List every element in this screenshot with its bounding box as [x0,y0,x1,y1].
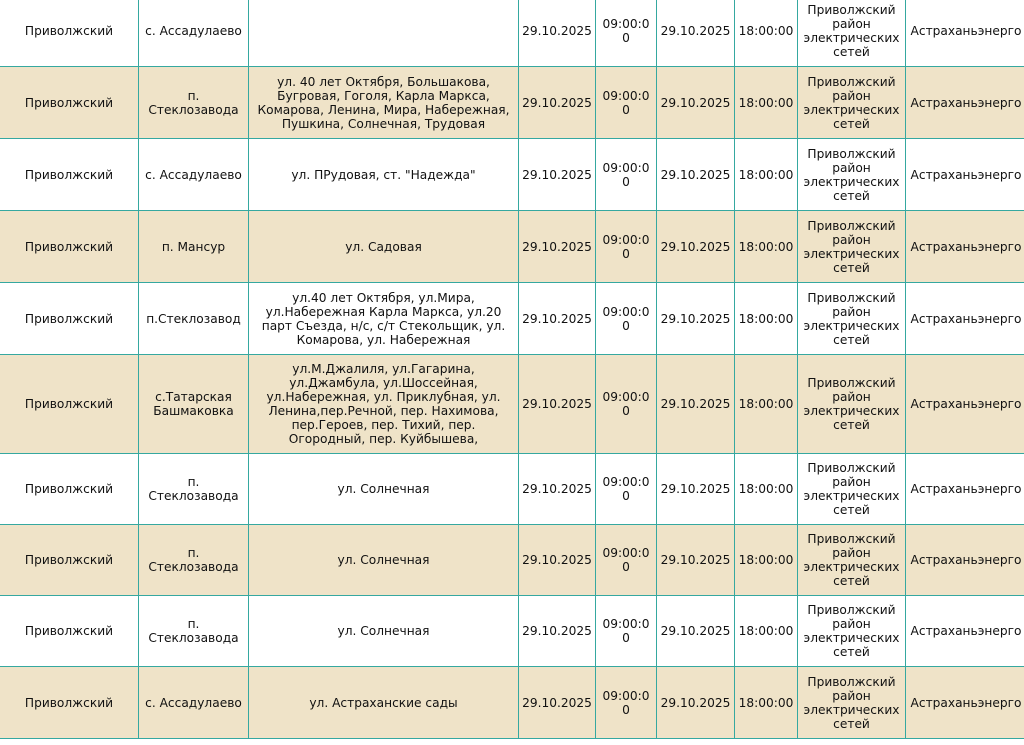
streets-cell: ул. Астраханские сады [249,667,519,739]
res-cell: Приволжский район электрических сетей [798,355,906,454]
start-date-cell: 29.10.2025 [519,139,596,211]
streets-cell: ул.40 лет Октября, ул.Мира, ул.Набережная Карла Маркса, ул.20 парт Съезда, н/с, с/т Стекольщик, ул. Комарова, ул. Набережная [249,283,519,355]
res-cell: Приволжский район электрических сетей [798,67,906,139]
organization-cell: Астраханьэнерго [906,139,1024,211]
start-time-cell: 09:00:00 [596,525,657,596]
organization-cell: Астраханьэнерго [906,454,1024,525]
start-time-cell: 09:00:00 [596,596,657,667]
table-row [0,454,1024,525]
end-time-cell: 18:00:00 [735,596,798,667]
end-time-cell: 18:00:00 [735,355,798,454]
end-time-cell: 18:00:00 [735,525,798,596]
streets-cell: ул. Садовая [249,211,519,283]
streets-cell: ул. 40 лет Октября, Большакова, Бугровая, Гоголя, Карла Маркса, Комарова, Ленина, Мира, Набережная, Пушкина, Солнечная, Трудовая [249,67,519,139]
settlement-cell: с. Ассадулаево [139,139,249,211]
table-row [0,667,1024,739]
end-time-cell: 18:00:00 [735,283,798,355]
start-date-cell: 29.10.2025 [519,525,596,596]
end-date-cell: 29.10.2025 [657,454,735,525]
streets-cell: ул. Солнечная [249,525,519,596]
settlement-cell: п.Стеклозавод [139,283,249,355]
end-time-cell: 18:00:00 [735,667,798,739]
settlement-cell: п. Стеклозавода [139,67,249,139]
end-time-cell: 18:00:00 [735,0,798,67]
table-row [0,283,1024,355]
organization-cell: Астраханьэнерго [906,525,1024,596]
organization-cell: Астраханьэнерго [906,283,1024,355]
end-time-cell: 18:00:00 [735,139,798,211]
res-cell: Приволжский район электрических сетей [798,454,906,525]
end-date-cell: 29.10.2025 [657,525,735,596]
end-date-cell: 29.10.2025 [657,0,735,67]
organization-cell: Астраханьэнерго [906,67,1024,139]
settlement-cell: п. Стеклозавода [139,454,249,525]
organization-cell: Астраханьэнерго [906,355,1024,454]
district-cell: Приволжский [0,211,139,283]
table-row [0,211,1024,283]
start-time-cell: 09:00:00 [596,454,657,525]
district-cell: Приволжский [0,667,139,739]
start-date-cell: 29.10.2025 [519,67,596,139]
streets-cell: ул.М.Джалиля, ул.Гагарина, ул.Джамбула, ул.Шоссейная, ул.Набережная, ул. Приклубная, ул. Ленина,пер.Речной, пер. Нахимова, пер.Героев, пер. Тихий, пер. Огородный, пер. Куйбышева, [249,355,519,454]
start-time-cell: 09:00:00 [596,0,657,67]
table-row [0,0,1024,67]
end-date-cell: 29.10.2025 [657,667,735,739]
table-row [0,596,1024,667]
organization-cell: Астраханьэнерго [906,0,1024,67]
res-cell: Приволжский район электрических сетей [798,525,906,596]
streets-cell: ул. ПРудовая, ст. "Надежда" [249,139,519,211]
res-cell: Приволжский район электрических сетей [798,596,906,667]
district-cell: Приволжский [0,525,139,596]
end-time-cell: 18:00:00 [735,67,798,139]
res-cell: Приволжский район электрических сетей [798,283,906,355]
end-date-cell: 29.10.2025 [657,67,735,139]
end-date-cell: 29.10.2025 [657,139,735,211]
organization-cell: Астраханьэнерго [906,211,1024,283]
settlement-cell: п. Стеклозавода [139,596,249,667]
start-time-cell: 09:00:00 [596,211,657,283]
settlement-cell: с.Татарская Башмаковка [139,355,249,454]
res-cell: Приволжский район электрических сетей [798,0,906,67]
district-cell: Приволжский [0,454,139,525]
organization-cell: Астраханьэнерго [906,667,1024,739]
district-cell: Приволжский [0,596,139,667]
organization-cell: Астраханьэнерго [906,596,1024,667]
start-time-cell: 09:00:00 [596,283,657,355]
end-time-cell: 18:00:00 [735,211,798,283]
streets-cell: ул. Солнечная [249,454,519,525]
end-date-cell: 29.10.2025 [657,355,735,454]
end-date-cell: 29.10.2025 [657,596,735,667]
start-time-cell: 09:00:00 [596,67,657,139]
streets-cell [249,0,519,67]
start-time-cell: 09:00:00 [596,667,657,739]
table-row [0,139,1024,211]
start-date-cell: 29.10.2025 [519,355,596,454]
start-date-cell: 29.10.2025 [519,596,596,667]
start-date-cell: 29.10.2025 [519,454,596,525]
district-cell: Приволжский [0,355,139,454]
table-row [0,355,1024,454]
start-time-cell: 09:00:00 [596,139,657,211]
end-date-cell: 29.10.2025 [657,283,735,355]
settlement-cell: п. Стеклозавода [139,525,249,596]
start-date-cell: 29.10.2025 [519,211,596,283]
res-cell: Приволжский район электрических сетей [798,139,906,211]
table-row [0,525,1024,596]
district-cell: Приволжский [0,0,139,67]
res-cell: Приволжский район электрических сетей [798,211,906,283]
start-date-cell: 29.10.2025 [519,667,596,739]
district-cell: Приволжский [0,67,139,139]
settlement-cell: п. Мансур [139,211,249,283]
end-date-cell: 29.10.2025 [657,211,735,283]
settlement-cell: с. Ассадулаево [139,667,249,739]
start-time-cell: 09:00:00 [596,355,657,454]
start-date-cell: 29.10.2025 [519,283,596,355]
settlement-cell: с. Ассадулаево [139,0,249,67]
res-cell: Приволжский район электрических сетей [798,667,906,739]
end-time-cell: 18:00:00 [735,454,798,525]
start-date-cell: 29.10.2025 [519,0,596,67]
streets-cell: ул. Солнечная [249,596,519,667]
district-cell: Приволжский [0,283,139,355]
district-cell: Приволжский [0,139,139,211]
table-row [0,67,1024,139]
